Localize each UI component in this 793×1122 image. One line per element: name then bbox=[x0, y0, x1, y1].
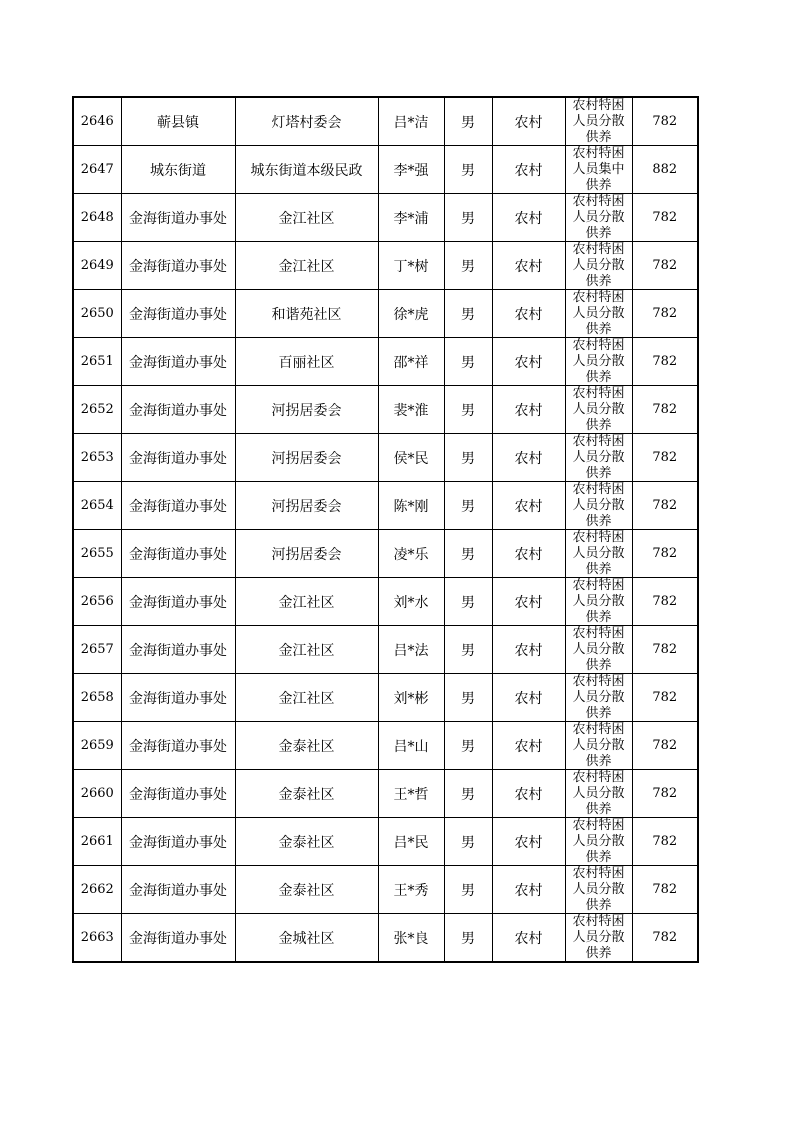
gender-cell: 男 bbox=[444, 242, 492, 290]
gender-cell: 男 bbox=[444, 674, 492, 722]
category-text: 农村特困人员分散供养 bbox=[572, 674, 625, 721]
gender-cell: 男 bbox=[444, 97, 492, 146]
residence-cell: 农村 bbox=[492, 530, 565, 578]
name-cell: 李*浦 bbox=[378, 194, 444, 242]
gender-cell: 男 bbox=[444, 386, 492, 434]
table-row bbox=[73, 194, 698, 242]
table-row bbox=[73, 818, 698, 866]
category-text: 农村特困人员分散供养 bbox=[572, 770, 625, 817]
category-cell bbox=[565, 914, 632, 963]
town-cell: 金海街道办事处 bbox=[121, 578, 235, 626]
category-text: 农村特困人员分散供养 bbox=[572, 194, 625, 241]
town-cell: 金海街道办事处 bbox=[121, 770, 235, 818]
category-cell bbox=[565, 626, 632, 674]
table-row bbox=[73, 722, 698, 770]
name-cell: 丁*树 bbox=[378, 242, 444, 290]
amount-cell: 782 bbox=[632, 482, 698, 530]
category-text: 农村特困人员分散供养 bbox=[572, 434, 625, 481]
gender-cell: 男 bbox=[444, 338, 492, 386]
residence-cell: 农村 bbox=[492, 722, 565, 770]
village-cell: 金泰社区 bbox=[235, 818, 378, 866]
category-text: 农村特困人员分散供养 bbox=[572, 482, 625, 529]
category-text: 农村特困人员分散供养 bbox=[572, 818, 625, 865]
category-cell bbox=[565, 338, 632, 386]
amount-cell: 782 bbox=[632, 722, 698, 770]
name-cell: 吕*洁 bbox=[378, 97, 444, 146]
amount-cell: 782 bbox=[632, 674, 698, 722]
residence-cell: 农村 bbox=[492, 482, 565, 530]
village-cell: 河拐居委会 bbox=[235, 386, 378, 434]
village-cell: 河拐居委会 bbox=[235, 530, 378, 578]
row-number-cell: 2663 bbox=[73, 914, 121, 963]
town-cell: 金海街道办事处 bbox=[121, 386, 235, 434]
residence-cell: 农村 bbox=[492, 914, 565, 963]
category-cell bbox=[565, 97, 632, 146]
village-cell: 金江社区 bbox=[235, 626, 378, 674]
gender-cell: 男 bbox=[444, 290, 492, 338]
town-cell: 蕲县镇 bbox=[121, 97, 235, 146]
town-cell: 金海街道办事处 bbox=[121, 482, 235, 530]
category-cell bbox=[565, 818, 632, 866]
category-text: 农村特困人员分散供养 bbox=[572, 626, 625, 673]
row-number-cell: 2662 bbox=[73, 866, 121, 914]
category-text: 农村特困人员分散供养 bbox=[572, 98, 625, 145]
row-number-cell: 2650 bbox=[73, 290, 121, 338]
row-number-cell: 2651 bbox=[73, 338, 121, 386]
name-cell: 吕*山 bbox=[378, 722, 444, 770]
village-cell: 金江社区 bbox=[235, 194, 378, 242]
table-row bbox=[73, 338, 698, 386]
gender-cell: 男 bbox=[444, 578, 492, 626]
row-number-cell: 2653 bbox=[73, 434, 121, 482]
name-cell: 徐*虎 bbox=[378, 290, 444, 338]
amount-cell: 782 bbox=[632, 434, 698, 482]
category-cell bbox=[565, 242, 632, 290]
gender-cell: 男 bbox=[444, 866, 492, 914]
category-text: 农村特困人员分散供养 bbox=[572, 386, 625, 433]
amount-cell: 782 bbox=[632, 914, 698, 963]
town-cell: 金海街道办事处 bbox=[121, 530, 235, 578]
name-cell: 吕*法 bbox=[378, 626, 444, 674]
category-text: 农村特困人员分散供养 bbox=[572, 578, 625, 625]
row-number-cell: 2647 bbox=[73, 146, 121, 194]
table-row bbox=[73, 97, 698, 146]
category-text: 农村特困人员分散供养 bbox=[572, 242, 625, 289]
village-cell: 金泰社区 bbox=[235, 722, 378, 770]
residence-cell: 农村 bbox=[492, 578, 565, 626]
residence-cell: 农村 bbox=[492, 146, 565, 194]
row-number-cell: 2655 bbox=[73, 530, 121, 578]
name-cell: 吕*民 bbox=[378, 818, 444, 866]
name-cell: 李*强 bbox=[378, 146, 444, 194]
category-cell bbox=[565, 722, 632, 770]
village-cell: 金江社区 bbox=[235, 242, 378, 290]
row-number-cell: 2649 bbox=[73, 242, 121, 290]
table-row bbox=[73, 146, 698, 194]
row-number-cell: 2656 bbox=[73, 578, 121, 626]
amount-cell: 882 bbox=[632, 146, 698, 194]
category-cell bbox=[565, 386, 632, 434]
village-cell: 金江社区 bbox=[235, 578, 378, 626]
category-text: 农村特困人员集中供养 bbox=[572, 146, 625, 193]
row-number-cell: 2660 bbox=[73, 770, 121, 818]
village-cell: 河拐居委会 bbox=[235, 434, 378, 482]
gender-cell: 男 bbox=[444, 194, 492, 242]
category-cell bbox=[565, 530, 632, 578]
amount-cell: 782 bbox=[632, 290, 698, 338]
village-cell: 百丽社区 bbox=[235, 338, 378, 386]
village-cell: 灯塔村委会 bbox=[235, 97, 378, 146]
town-cell: 城东街道 bbox=[121, 146, 235, 194]
residence-cell: 农村 bbox=[492, 386, 565, 434]
row-number-cell: 2661 bbox=[73, 818, 121, 866]
category-text: 农村特困人员分散供养 bbox=[572, 530, 625, 577]
residence-cell: 农村 bbox=[492, 194, 565, 242]
table-row bbox=[73, 770, 698, 818]
category-cell bbox=[565, 482, 632, 530]
gender-cell: 男 bbox=[444, 818, 492, 866]
gender-cell: 男 bbox=[444, 434, 492, 482]
town-cell: 金海街道办事处 bbox=[121, 914, 235, 963]
residence-cell: 农村 bbox=[492, 338, 565, 386]
name-cell: 刘*水 bbox=[378, 578, 444, 626]
name-cell: 裴*淮 bbox=[378, 386, 444, 434]
name-cell: 王*哲 bbox=[378, 770, 444, 818]
row-number-cell: 2654 bbox=[73, 482, 121, 530]
residence-cell: 农村 bbox=[492, 626, 565, 674]
town-cell: 金海街道办事处 bbox=[121, 626, 235, 674]
amount-cell: 782 bbox=[632, 194, 698, 242]
table-row bbox=[73, 386, 698, 434]
name-cell: 张*良 bbox=[378, 914, 444, 963]
amount-cell: 782 bbox=[632, 242, 698, 290]
village-cell: 和谐苑社区 bbox=[235, 290, 378, 338]
residence-cell: 农村 bbox=[492, 770, 565, 818]
town-cell: 金海街道办事处 bbox=[121, 194, 235, 242]
beneficiary-table bbox=[72, 96, 699, 963]
gender-cell: 男 bbox=[444, 626, 492, 674]
category-text: 农村特困人员分散供养 bbox=[572, 290, 625, 337]
residence-cell: 农村 bbox=[492, 97, 565, 146]
village-cell: 城东街道本级民政 bbox=[235, 146, 378, 194]
table-row bbox=[73, 626, 698, 674]
village-cell: 金城社区 bbox=[235, 914, 378, 963]
amount-cell: 782 bbox=[632, 770, 698, 818]
table-row bbox=[73, 242, 698, 290]
residence-cell: 农村 bbox=[492, 290, 565, 338]
row-number-cell: 2646 bbox=[73, 97, 121, 146]
category-cell bbox=[565, 434, 632, 482]
category-text: 农村特困人员分散供养 bbox=[572, 866, 625, 913]
village-cell: 金泰社区 bbox=[235, 770, 378, 818]
town-cell: 金海街道办事处 bbox=[121, 338, 235, 386]
table-row bbox=[73, 578, 698, 626]
amount-cell: 782 bbox=[632, 386, 698, 434]
row-number-cell: 2652 bbox=[73, 386, 121, 434]
amount-cell: 782 bbox=[632, 818, 698, 866]
amount-cell: 782 bbox=[632, 338, 698, 386]
name-cell: 侯*民 bbox=[378, 434, 444, 482]
table-row bbox=[73, 914, 698, 963]
category-cell bbox=[565, 674, 632, 722]
name-cell: 王*秀 bbox=[378, 866, 444, 914]
row-number-cell: 2659 bbox=[73, 722, 121, 770]
amount-cell: 782 bbox=[632, 578, 698, 626]
residence-cell: 农村 bbox=[492, 866, 565, 914]
category-cell bbox=[565, 194, 632, 242]
gender-cell: 男 bbox=[444, 914, 492, 963]
gender-cell: 男 bbox=[444, 530, 492, 578]
town-cell: 金海街道办事处 bbox=[121, 242, 235, 290]
row-number-cell: 2658 bbox=[73, 674, 121, 722]
row-number-cell: 2657 bbox=[73, 626, 121, 674]
category-text: 农村特困人员分散供养 bbox=[572, 722, 625, 769]
amount-cell: 782 bbox=[632, 866, 698, 914]
town-cell: 金海街道办事处 bbox=[121, 818, 235, 866]
gender-cell: 男 bbox=[444, 482, 492, 530]
residence-cell: 农村 bbox=[492, 674, 565, 722]
table-row bbox=[73, 866, 698, 914]
town-cell: 金海街道办事处 bbox=[121, 290, 235, 338]
table-row bbox=[73, 674, 698, 722]
category-cell bbox=[565, 146, 632, 194]
residence-cell: 农村 bbox=[492, 434, 565, 482]
category-cell bbox=[565, 290, 632, 338]
name-cell: 刘*彬 bbox=[378, 674, 444, 722]
town-cell: 金海街道办事处 bbox=[121, 674, 235, 722]
category-text: 农村特困人员分散供养 bbox=[572, 914, 625, 961]
village-cell: 金泰社区 bbox=[235, 866, 378, 914]
gender-cell: 男 bbox=[444, 146, 492, 194]
name-cell: 邵*祥 bbox=[378, 338, 444, 386]
village-cell: 河拐居委会 bbox=[235, 482, 378, 530]
category-cell bbox=[565, 770, 632, 818]
gender-cell: 男 bbox=[444, 722, 492, 770]
category-cell bbox=[565, 578, 632, 626]
town-cell: 金海街道办事处 bbox=[121, 434, 235, 482]
category-cell bbox=[565, 866, 632, 914]
row-number-cell: 2648 bbox=[73, 194, 121, 242]
residence-cell: 农村 bbox=[492, 242, 565, 290]
name-cell: 凌*乐 bbox=[378, 530, 444, 578]
table-row bbox=[73, 530, 698, 578]
table-row bbox=[73, 290, 698, 338]
gender-cell: 男 bbox=[444, 770, 492, 818]
amount-cell: 782 bbox=[632, 530, 698, 578]
amount-cell: 782 bbox=[632, 626, 698, 674]
town-cell: 金海街道办事处 bbox=[121, 722, 235, 770]
name-cell: 陈*刚 bbox=[378, 482, 444, 530]
town-cell: 金海街道办事处 bbox=[121, 866, 235, 914]
residence-cell: 农村 bbox=[492, 818, 565, 866]
table-row bbox=[73, 434, 698, 482]
category-text: 农村特困人员分散供养 bbox=[572, 338, 625, 385]
village-cell: 金江社区 bbox=[235, 674, 378, 722]
amount-cell: 782 bbox=[632, 97, 698, 146]
table-body bbox=[73, 97, 698, 962]
table-row bbox=[73, 482, 698, 530]
